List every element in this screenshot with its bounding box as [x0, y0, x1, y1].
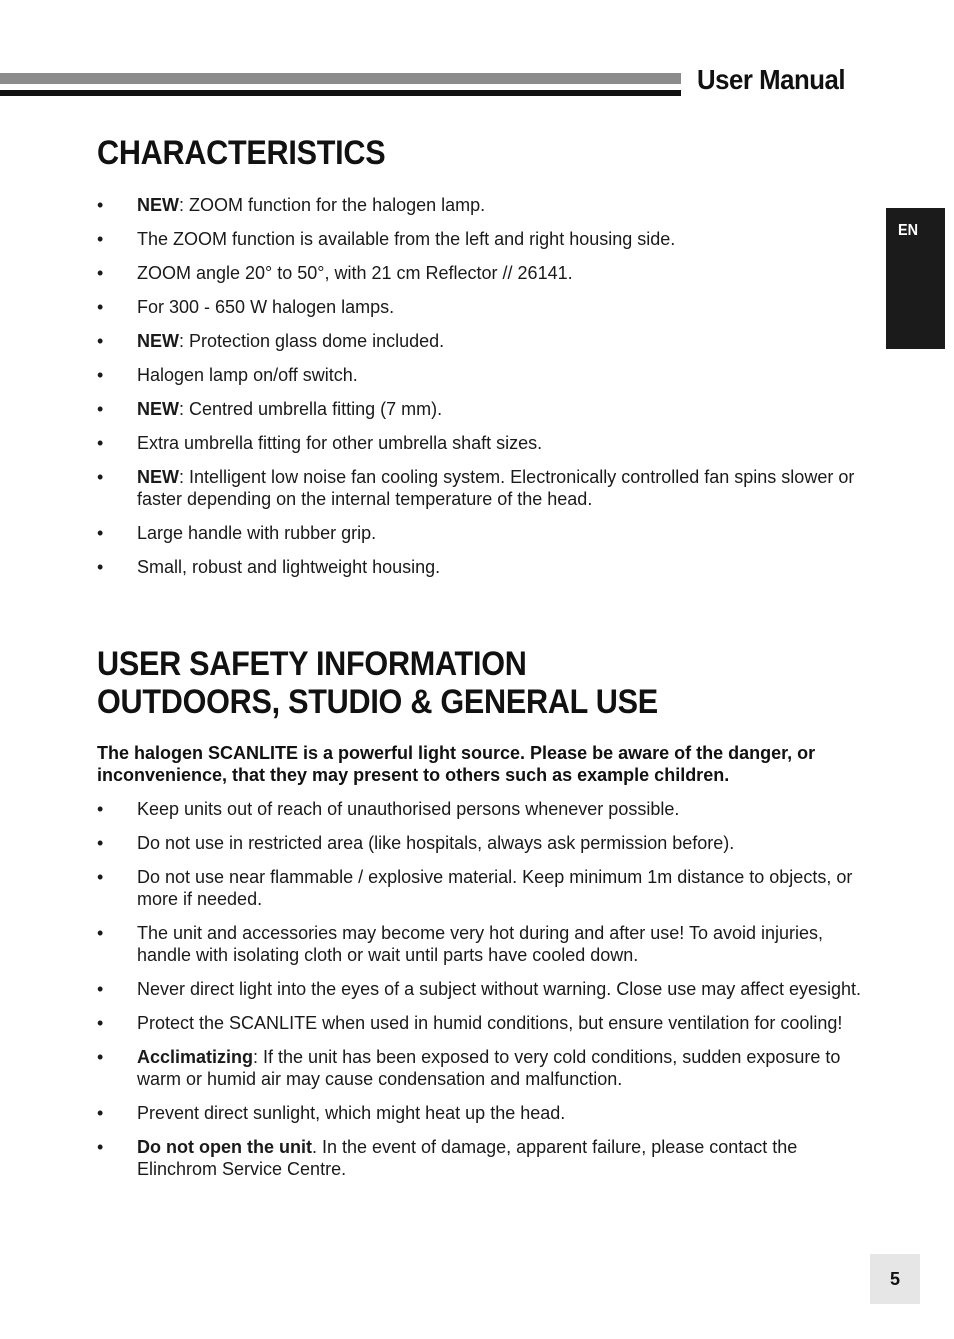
- list-item-text: Small, robust and lightweight housing.: [137, 557, 441, 577]
- safety-heading-line2: OUTDOORS, STUDIO & GENERAL USE: [97, 683, 658, 721]
- list-item-emphasis: Do not open the unit: [137, 1137, 312, 1157]
- list-item: [97, 556, 862, 578]
- language-tab: [886, 208, 945, 349]
- safety-heading: [97, 645, 658, 721]
- bullet-icon: •: [97, 799, 104, 819]
- list-item-text: Halogen lamp on/off switch.: [137, 365, 358, 385]
- safety-list: [97, 798, 862, 1192]
- page-number-box: [870, 1254, 920, 1304]
- list-item: [97, 228, 862, 250]
- bullet-icon: •: [97, 979, 104, 999]
- bullet-icon: •: [97, 833, 104, 853]
- bullet-icon: •: [97, 399, 104, 419]
- list-item-emphasis: NEW: [137, 399, 179, 419]
- header-title: User Manual: [697, 64, 846, 95]
- bullet-icon: •: [97, 923, 104, 943]
- list-item-text: The ZOOM function is available from the left and right housing side.: [137, 229, 676, 249]
- list-item-text: For 300 - 650 W halogen lamps.: [137, 297, 395, 317]
- bullet-icon: •: [97, 297, 104, 317]
- bullet-icon: •: [97, 365, 104, 385]
- characteristics-heading: CHARACTERISTICS: [97, 134, 386, 172]
- list-item: [97, 832, 862, 854]
- list-item: [97, 330, 862, 352]
- list-item: [97, 1136, 862, 1180]
- bullet-icon: •: [97, 195, 104, 215]
- list-item: [97, 1046, 862, 1090]
- list-item: [97, 398, 862, 420]
- list-item-emphasis: NEW: [137, 331, 179, 351]
- list-item-text: Never direct light into the eyes of a subject without warning. Close use may affect eyesight.: [137, 979, 862, 999]
- list-item: [97, 296, 862, 318]
- list-item-text: : Protection glass dome included.: [179, 331, 445, 351]
- list-item: [97, 866, 862, 910]
- list-item: [97, 798, 862, 820]
- list-item: [97, 262, 862, 284]
- bullet-icon: •: [97, 867, 104, 887]
- list-item-emphasis: NEW: [137, 467, 179, 487]
- list-item: [97, 922, 862, 966]
- list-item: [97, 1012, 862, 1034]
- list-item-text: Protect the SCANLITE when used in humid conditions, but ensure ventilation for cooling!: [137, 1013, 843, 1033]
- list-item-text: : ZOOM function for the halogen lamp.: [179, 195, 486, 215]
- list-item-text: Do not use in restricted area (like hospitals, always ask permission before).: [137, 833, 735, 853]
- list-item-text: Extra umbrella fitting for other umbrella shaft sizes.: [137, 433, 543, 453]
- bullet-icon: •: [97, 557, 104, 577]
- bullet-icon: •: [97, 523, 104, 543]
- header-rule-gray: [0, 73, 681, 84]
- bullet-icon: •: [97, 331, 104, 351]
- list-item-text: : Centred umbrella fitting (7 mm).: [179, 399, 443, 419]
- bullet-icon: •: [97, 1103, 104, 1123]
- bullet-icon: •: [97, 229, 104, 249]
- list-item-text: : If the unit has been exposed to very cold conditions, sudden exposure to warm or humid air may cause condensation and malfunction.: [137, 1047, 841, 1089]
- list-item: [97, 1102, 862, 1124]
- list-item-text: Do not use near flammable / explosive material. Keep minimum 1m distance to objects, or more if needed.: [137, 867, 853, 909]
- bullet-icon: •: [97, 467, 104, 487]
- list-item: [97, 194, 862, 216]
- bullet-icon: •: [97, 433, 104, 453]
- bullet-icon: •: [97, 263, 104, 283]
- page-number: 5: [889, 1269, 900, 1289]
- list-item-text: Large handle with rubber grip.: [137, 523, 377, 543]
- list-item-text: Keep units out of reach of unauthorised persons whenever possible.: [137, 799, 680, 819]
- list-item-text: ZOOM angle 20° to 50°, with 21 cm Reflector // 26141.: [137, 263, 573, 283]
- list-item: [97, 364, 862, 386]
- bullet-icon: •: [97, 1013, 104, 1033]
- header-rule-black: [0, 90, 681, 96]
- bullet-icon: •: [97, 1137, 104, 1157]
- list-item-text: . In the event of damage, apparent failure, please contact the Elinchrom Service Centre.: [137, 1137, 798, 1179]
- list-item-text: : Intelligent low noise fan cooling system. Electronically controlled fan spins slower or faster depending on the internal temperature of the head.: [137, 467, 855, 509]
- list-item: [97, 432, 862, 454]
- list-item: [97, 978, 862, 1000]
- list-item: [97, 522, 862, 544]
- safety-intro: The halogen SCANLITE is a powerful light source. Please be aware of the danger, or inconvenience, that they may present to others such as example children.: [97, 743, 816, 785]
- characteristics-list: [97, 194, 862, 590]
- list-item-emphasis: Acclimatizing: [137, 1047, 254, 1067]
- list-item-text: Prevent direct sunlight, which might heat up the head.: [137, 1103, 566, 1123]
- list-item-emphasis: NEW: [137, 195, 179, 215]
- language-tab-label: EN: [898, 222, 919, 239]
- list-item-text: The unit and accessories may become very hot during and after use! To avoid injuries, handle with isolating cloth or wait until parts have cooled down.: [137, 923, 824, 965]
- list-item: [97, 466, 862, 510]
- safety-heading-line1: USER SAFETY INFORMATION: [97, 645, 527, 683]
- bullet-icon: •: [97, 1047, 104, 1067]
